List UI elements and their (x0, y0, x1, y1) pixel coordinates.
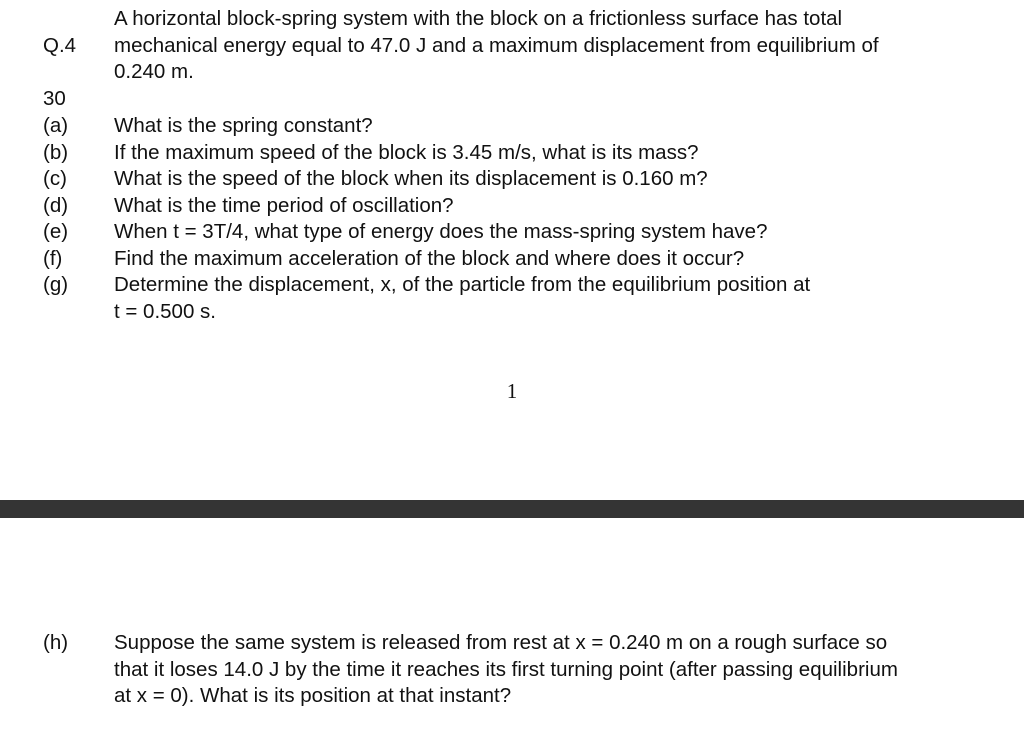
part-line: at x = 0). What is its position at that instant? (114, 684, 512, 707)
part-line: What is the speed of the block when its displacement is 0.160 m? (114, 167, 708, 190)
part-text (114, 630, 1009, 710)
part-label: (d) (43, 193, 69, 217)
part-line: Suppose the same system is released from rest at x = 0.240 m on a rough surface so (114, 631, 888, 654)
page-separator (0, 500, 1024, 518)
part-line: What is the time period of oscillation? (114, 193, 454, 217)
stem-line: A horizontal block-spring system with the block on a frictionless surface has total (114, 7, 843, 30)
page-number: 1 (506, 379, 518, 403)
part-text (114, 166, 1009, 193)
part-text (114, 246, 1009, 273)
part-label: (c) (43, 167, 67, 190)
part-line: Find the maximum acceleration of the block and where does it occur? (114, 246, 745, 270)
part-label: (f) (43, 246, 63, 270)
part-line: t = 0.500 s. (114, 299, 216, 323)
part-line: When t = 3T/4, what type of energy does the mass-spring system have? (114, 220, 768, 243)
part-text (114, 272, 1009, 325)
part-text (114, 113, 1009, 140)
part-line: Determine the displacement, x, of the particle from the equilibrium position at (114, 273, 811, 296)
part-line: If the maximum speed of the block is 3.45 m/s, what is its mass? (114, 140, 699, 164)
part-line: What is the spring constant? (114, 114, 373, 137)
part-line: that it loses 14.0 J by the time it reaches its first turning point (after passing equilibrium (114, 657, 898, 681)
question-number: Q.4 (43, 33, 77, 57)
stem-line: mechanical energy equal to 47.0 J and a maximum displacement from equilibrium of (114, 33, 879, 57)
question-stem (114, 6, 1009, 86)
stem-line: 0.240 m. (114, 60, 194, 83)
part-label: (h) (43, 631, 69, 654)
question-marks: 30 (43, 86, 66, 110)
part-text (114, 140, 1009, 167)
part-label: (b) (43, 140, 69, 164)
part-label: (a) (43, 114, 69, 137)
part-label: (e) (43, 220, 69, 243)
part-text (114, 193, 1009, 220)
part-label: (g) (43, 273, 69, 296)
part-text (114, 219, 1009, 246)
